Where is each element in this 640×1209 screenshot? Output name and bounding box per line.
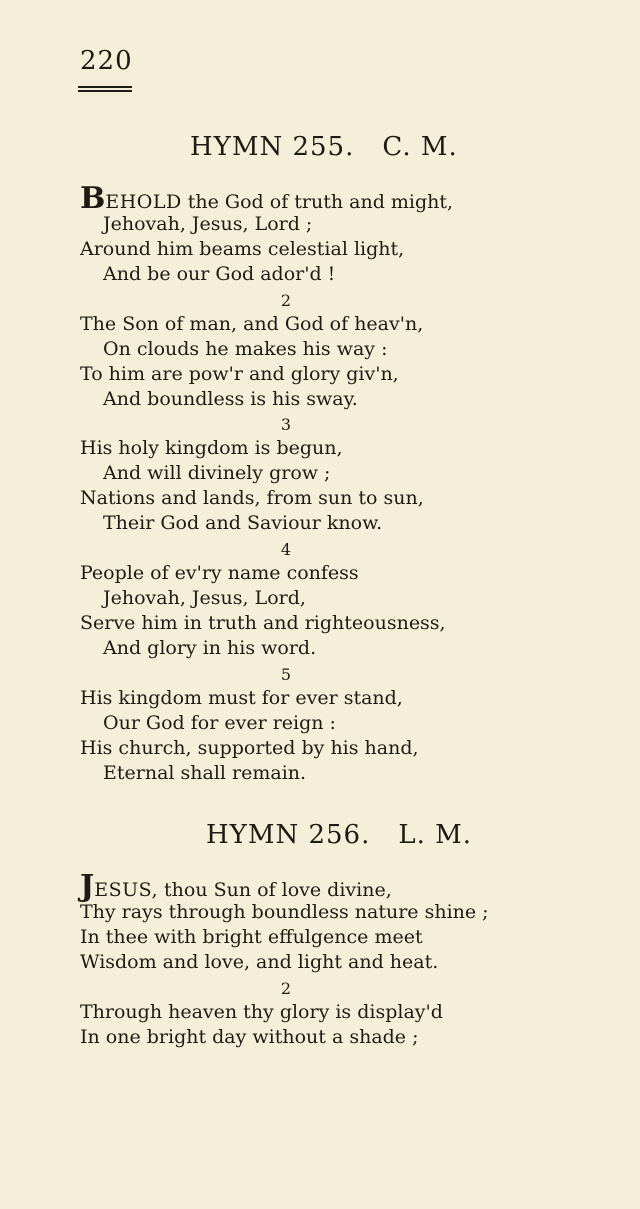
hymn-meter: C. M. — [382, 132, 458, 162]
hymn-title — [190, 132, 458, 162]
hymn-line: Around him beams celestial light, — [80, 238, 405, 260]
hymn-line: Serve him in truth and righteousness, — [80, 612, 446, 634]
hymn-line: Through heaven thy glory is display'd — [80, 1001, 443, 1023]
verse-number: 4 — [280, 540, 292, 559]
hymn-line: And glory in his word. — [103, 637, 317, 659]
hymn-line: Their God and Saviour know. — [103, 512, 383, 534]
hymn-line: And be our God ador'd ! — [103, 263, 336, 285]
header-rule — [78, 86, 132, 96]
hymn-line: To him are pow'r and glory giv'n, — [80, 363, 399, 385]
hymn-line: Wisdom and love, and light and heat. — [80, 951, 439, 973]
hymn-line: Nations and lands, from sun to sun, — [80, 487, 424, 509]
hymn-line: Jehovah, Jesus, Lord, — [103, 587, 306, 609]
hymn-line: Eternal shall remain. — [103, 762, 307, 784]
verse-number: 3 — [280, 415, 292, 434]
verse-number: 2 — [280, 979, 292, 998]
hymn-line: People of ev'ry name confess — [80, 562, 359, 584]
hymn-line: Jehovah, Jesus, Lord ; — [103, 213, 313, 235]
hymn-line: His kingdom must for ever stand, — [80, 687, 403, 709]
hymn-meter: L. M. — [398, 820, 473, 850]
hymn-title — [206, 820, 472, 850]
drop-cap: J — [80, 869, 95, 904]
hymn-number: HYMN 256. — [206, 820, 371, 850]
hymn-line: And boundless is his sway. — [103, 388, 358, 410]
hymn-line: And will divinely grow ; — [103, 462, 331, 484]
hymn-line: Our God for ever reign : — [103, 712, 336, 734]
hymn-line: BEHOLD the God of truth and might, — [80, 181, 454, 216]
hymn-line: His holy kingdom is begun, — [80, 437, 343, 459]
hymn-line: In thee with bright effulgence meet — [80, 926, 423, 948]
verse-number: 5 — [280, 665, 292, 684]
hymn-line: In one bright day without a shade ; — [80, 1026, 419, 1048]
verse-number: 2 — [280, 291, 292, 310]
hymn-line: His church, supported by his hand, — [80, 737, 419, 759]
drop-cap: B — [80, 181, 106, 216]
hymn-line: On clouds he makes his way : — [103, 338, 388, 360]
hymn-number: HYMN 255. — [190, 132, 355, 162]
page-number: 220 — [80, 46, 133, 76]
hymn-line: JESUS, thou Sun of love divine, — [80, 869, 392, 904]
hymn-line: The Son of man, and God of heav'n, — [80, 313, 424, 335]
hymn-line: Thy rays through boundless nature shine ; — [80, 901, 489, 923]
